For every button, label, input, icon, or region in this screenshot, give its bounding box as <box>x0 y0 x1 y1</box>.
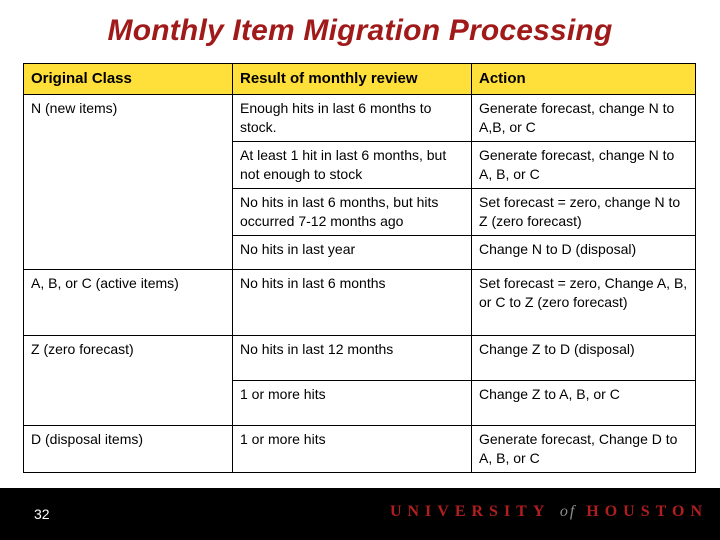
logo-university-text: UNIVERSITY <box>389 503 550 520</box>
header-original-class: Original Class <box>24 64 233 95</box>
class-cell-active: A, B, or C (active items) <box>24 270 233 336</box>
logo-of-text: of <box>559 503 577 520</box>
action-cell: Generate forecast, change N to A, B, or C <box>472 142 696 189</box>
result-cell: Enough hits in last 6 months to stock. <box>233 95 472 142</box>
result-cell: No hits in last 12 months <box>233 336 472 381</box>
class-cell-new: N (new items) <box>24 95 233 270</box>
footer-bar <box>0 488 720 540</box>
table-row <box>24 426 696 473</box>
class-cell-disposal: D (disposal items) <box>24 426 233 473</box>
university-logo <box>390 503 708 521</box>
result-cell: 1 or more hits <box>233 426 472 473</box>
class-cell-zero: Z (zero forecast) <box>24 336 233 426</box>
header-result: Result of monthly review <box>233 64 472 95</box>
action-cell: Change Z to D (disposal) <box>472 336 696 381</box>
action-cell: Set forecast = zero, Change A, B, or C to Z (zero forecast) <box>472 270 696 336</box>
result-cell: No hits in last year <box>233 236 472 270</box>
result-cell: No hits in last 6 months, but hits occurred 7-12 months ago <box>233 189 472 236</box>
table-row <box>24 270 696 336</box>
table-row <box>24 95 696 142</box>
table-row <box>24 336 696 381</box>
action-cell: Generate forecast, Change D to A, B, or C <box>472 426 696 473</box>
result-cell: 1 or more hits <box>233 381 472 426</box>
action-cell: Change Z to A, B, or C <box>472 381 696 426</box>
header-action: Action <box>472 64 696 95</box>
page-title: Monthly Item Migration Processing <box>107 14 613 47</box>
action-cell: Generate forecast, change N to A,B, or C <box>472 95 696 142</box>
header-row <box>24 64 696 95</box>
page-number: 32 <box>34 506 50 522</box>
action-cell: Set forecast = zero, change N to Z (zero forecast) <box>472 189 696 236</box>
result-cell: At least 1 hit in last 6 months, but not enough to stock <box>233 142 472 189</box>
migration-table <box>23 63 696 473</box>
logo-houston-text: HOUSTON <box>586 503 708 520</box>
action-cell: Change N to D (disposal) <box>472 236 696 270</box>
result-cell: No hits in last 6 months <box>233 270 472 336</box>
